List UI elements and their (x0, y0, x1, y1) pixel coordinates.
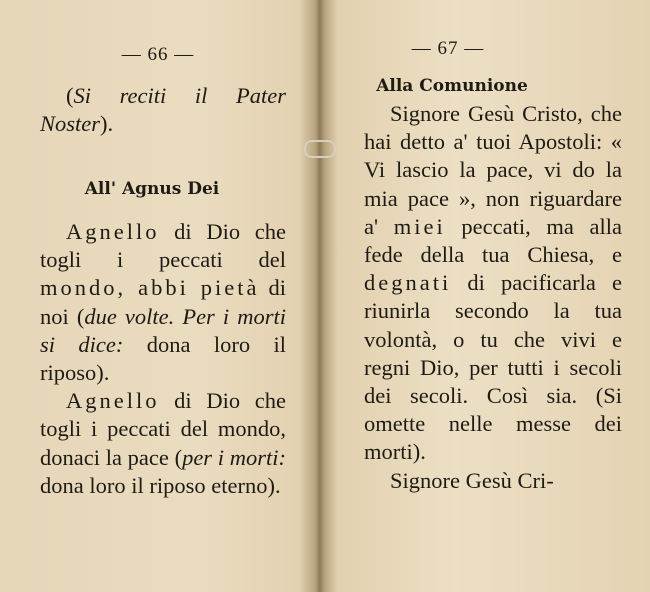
comunione-text (364, 100, 622, 495)
agnus-word-1: Agnello (66, 219, 160, 244)
agnus-spaced-1: mondo, abbi pietà (40, 275, 260, 301)
page-number-66: — 66 — (121, 44, 195, 65)
pater-noster-note (40, 82, 286, 138)
comunione-paragraph-2: Signore Gesù Cri- (390, 467, 554, 493)
agnus-paragraph-1 (40, 218, 286, 387)
comunione-text-3: di pacificarla e riunirla secondo la tua volontà, o tu che vivi e regni Dio, per tutti i secoli dei secoli. Così sia. (Si omette nelle messe dei morti). (364, 270, 622, 465)
page-number-67: — 67 — (411, 38, 485, 59)
comunione-paragraph-1 (364, 100, 622, 467)
agnus-paragraph-2 (40, 387, 286, 500)
agnus-rubric-1: due volte. Per i morti si dice: (40, 303, 286, 357)
agnus-text-3: dona loro il riposo). (40, 331, 286, 386)
left-page (0, 0, 316, 592)
close-paren: ). (100, 111, 114, 137)
agnus-text-1: di Dio che togli i peccati del (40, 219, 286, 273)
agnus-rubric-2: per i morti: (182, 444, 286, 470)
comunione-text-2: peccati, ma alla fede della tua Chiesa, e (364, 213, 622, 268)
comunione-heading: Alla Comunione (376, 76, 528, 96)
agnus-word-2: Agnello (66, 388, 160, 414)
right-page (322, 0, 650, 592)
open-paren: ( (66, 83, 74, 108)
comunione-spaced-2: degnati (364, 270, 452, 296)
comunione-text-1: Signore Gesù Cristo, che hai detto a' tuoi Apostoli: « Vi lascio la pace, vi do la mia pace », non riguardare a' (364, 101, 622, 239)
pater-note-italic: Si reciti il Pater Noster (40, 83, 286, 137)
agnus-text-5: dona loro il riposo eterno). (40, 472, 281, 498)
agnus-text-2: di noi ( (40, 275, 286, 329)
comunione-spaced-1: miei (393, 213, 446, 239)
agnus-text-4: di Dio che togli i peccati del mondo, donaci la pace ( (40, 388, 286, 470)
agnus-dei-text (40, 218, 286, 500)
agnus-dei-heading: All' Agnus Dei (84, 179, 220, 199)
